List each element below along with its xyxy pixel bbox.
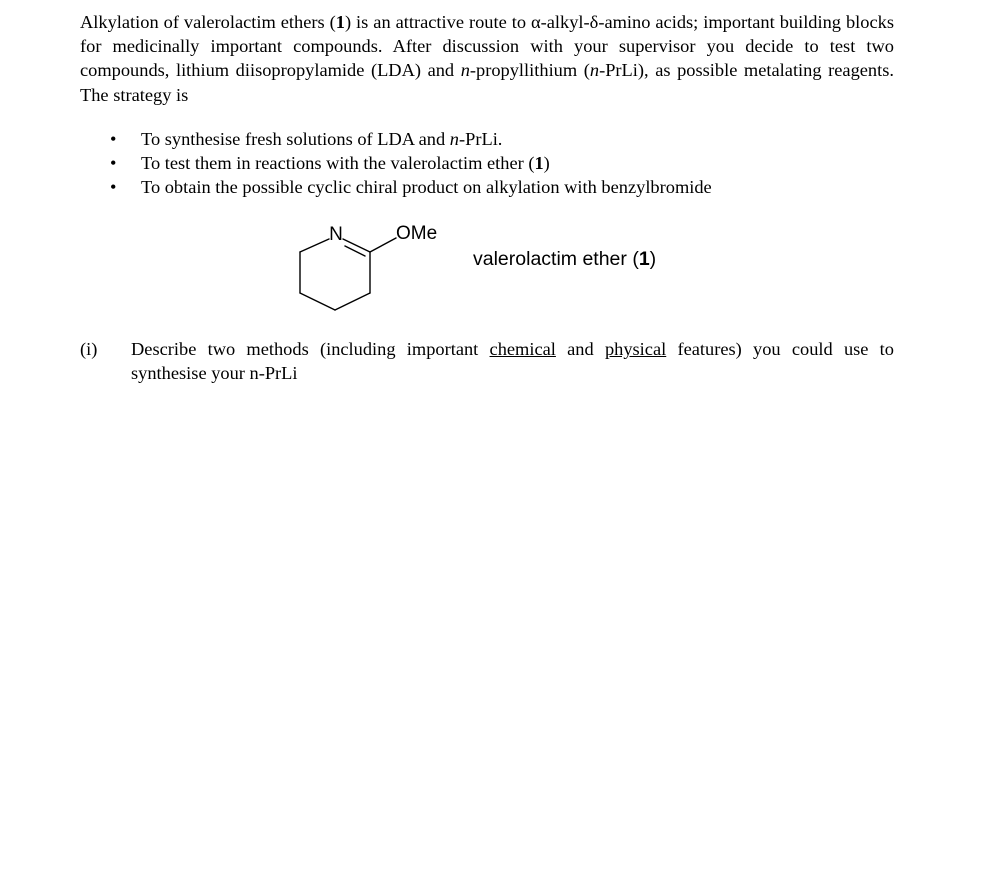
intro-text: ) is an attractive route to	[344, 12, 531, 32]
italic-n: n	[449, 129, 459, 149]
structure-caption	[473, 248, 656, 271]
underlined-chemical: chemical	[489, 339, 556, 359]
question-number: (i)	[80, 339, 98, 359]
question-text-part: features) you could use to synthesise your n-PrLi	[131, 339, 894, 383]
bond	[335, 293, 370, 310]
intro-text: -amino acids; important building blocks for medicinally important compounds. After discussion with your supervisor you decide to test two compounds, lithium diisopropylamide (LDA) and	[80, 12, 894, 81]
intro-text: -PrLi), as possible metalating reagents. The strategy is	[80, 60, 894, 105]
list-item	[108, 127, 712, 151]
question-text	[131, 338, 894, 385]
bond	[370, 238, 396, 252]
nitrogen-label: N	[329, 224, 343, 245]
list-item	[108, 151, 712, 175]
underlined-physical: physical	[604, 339, 667, 359]
question-text-part: and	[555, 339, 605, 359]
bullet-icon: •	[110, 153, 117, 173]
intro-paragraph	[80, 10, 894, 107]
list-item	[108, 175, 712, 199]
compound-ref: 1	[335, 12, 345, 32]
bullet-icon: •	[110, 129, 117, 149]
intro-text: -alkyl-	[540, 12, 590, 32]
valerolactim-structure-icon	[290, 218, 460, 318]
delta-symbol: δ	[589, 12, 599, 32]
question-text-part: Describe two methods (including important	[131, 339, 490, 359]
list-item-text: -PrLi.	[458, 129, 503, 149]
caption-text: )	[649, 248, 657, 270]
compound-ref: 1	[638, 248, 650, 270]
intro-text: -propyllithium (	[469, 60, 590, 81]
compound-ref: 1	[534, 153, 544, 173]
list-item-text: To obtain the possible cyclic chiral product on alkylation with benzylbromide	[141, 177, 712, 197]
bond	[300, 239, 329, 252]
bullet-icon: •	[110, 177, 117, 197]
question-i	[80, 338, 894, 385]
italic-n: n	[460, 60, 470, 81]
bond	[300, 293, 335, 310]
intro-text: Alkylation of valerolactim ethers (	[80, 12, 336, 32]
list-item-text: To test them in reactions with the valerolactim ether (	[141, 153, 535, 173]
double-bond	[343, 239, 370, 252]
list-item-text: )	[543, 153, 550, 173]
strategy-list	[108, 127, 712, 199]
italic-n: n	[589, 60, 600, 81]
alpha-symbol: α	[530, 12, 541, 32]
list-item-text: To synthesise fresh solutions of LDA and	[141, 129, 450, 149]
caption-text: valerolactim ether (	[473, 248, 639, 270]
methoxy-label: OMe	[396, 223, 438, 244]
